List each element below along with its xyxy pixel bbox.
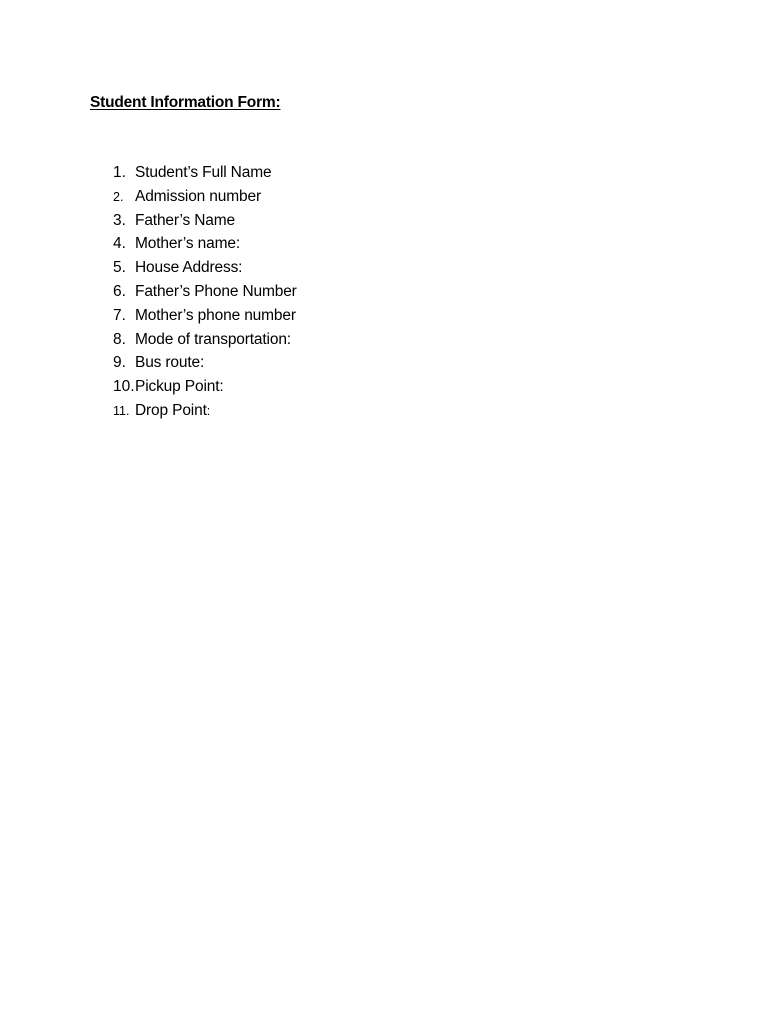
- form-title: Student Information Form:: [90, 94, 281, 111]
- field-label-mode-of-transportation: Mode of transportation:: [135, 330, 291, 348]
- list-number: 3.: [113, 211, 126, 229]
- list-number: 4.: [113, 235, 126, 253]
- field-label-mother-name: Mother’s name:: [135, 235, 241, 253]
- list-number: 9.: [113, 354, 126, 372]
- field-label-pickup-point: Pickup Point:: [135, 378, 224, 396]
- list-number: 2.: [113, 189, 124, 204]
- list-number: 8.: [113, 330, 126, 348]
- field-label-bus-route: Bus route:: [135, 354, 205, 372]
- field-label-father-name: Father’s Name: [135, 211, 235, 229]
- field-label-mother-phone: Mother’s phone number: [135, 306, 296, 324]
- field-label-house-address: House Address:: [135, 259, 243, 277]
- list-number: 10.: [113, 378, 135, 396]
- field-label-suffix: :: [206, 403, 211, 418]
- field-label-drop-point: [135, 399, 210, 424]
- list-number: 6.: [113, 282, 126, 300]
- field-label-text: Drop Point: [135, 401, 207, 419]
- list-number: 7.: [113, 306, 126, 324]
- field-label-father-phone: Father’s Phone Number: [135, 282, 297, 300]
- list-number: 11.: [113, 403, 130, 418]
- field-label-student-full-name: Student’s Full Name: [135, 164, 272, 181]
- list-number: 1.: [113, 164, 126, 181]
- list-number: 5.: [113, 259, 126, 277]
- field-label-admission-number: Admission number: [135, 187, 261, 205]
